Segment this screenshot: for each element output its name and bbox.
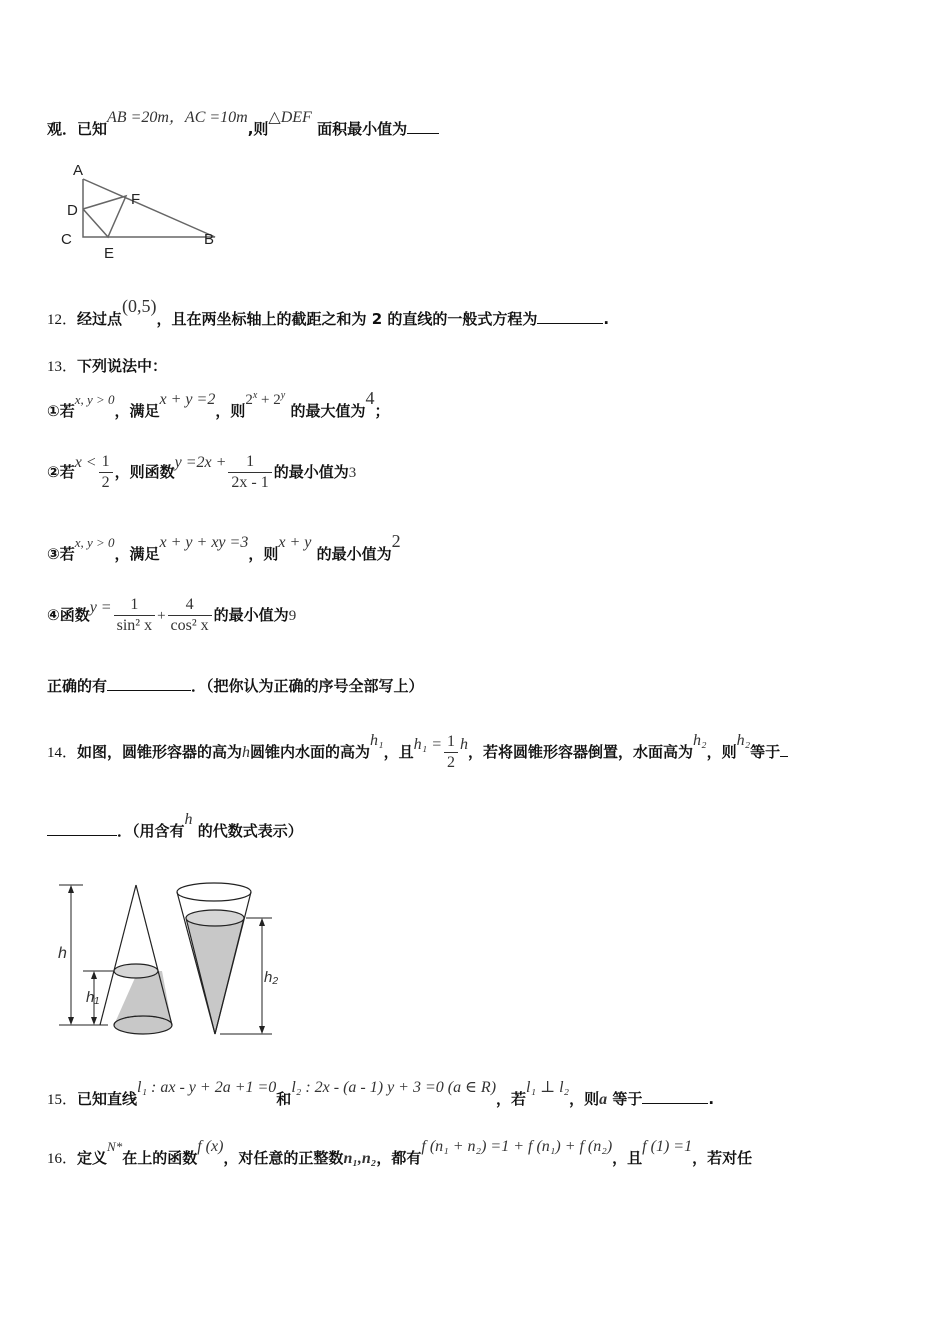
q12-line: 12．经过点(0,5)，且在两坐标轴上的截距之和为 2 的直线的一般式方程为 . xyxy=(47,296,610,328)
label-F: F xyxy=(131,191,141,208)
expression-2x-2y: $2^x + 2^y$ xyxy=(245,390,286,408)
label-D: D xyxy=(67,202,78,219)
label-B: B xyxy=(204,231,215,248)
q13-item-1: ①若x, y > 0，满足x + y =2，则$2^x + 2^y$ 的最大值为4； xyxy=(47,388,390,420)
answer-blank[interactable] xyxy=(47,821,117,836)
label-E: E xyxy=(104,245,115,262)
answer-blank[interactable] xyxy=(642,1089,708,1104)
q11-line: 观．已知AB =20m，AC =10m,则△DEF 面积最小值为 xyxy=(47,116,439,139)
label-h2: h₂ xyxy=(264,969,279,986)
label-h: h xyxy=(58,945,67,962)
fraction-one-half: $\frac{1}{2}$ xyxy=(99,452,113,493)
q13-title: 13．下列说法中： xyxy=(47,357,168,375)
functional-equation: f (n₁ + n₂) =1 + f (n₁) + f (n₂) xyxy=(421,1138,613,1155)
cone-figure xyxy=(50,876,290,1041)
fraction-4-over-cos2x: $\frac{4}{\text{cos² x}}$ xyxy=(168,595,212,636)
label-C: C xyxy=(61,231,72,248)
line-l2-equation: l₂ : 2x - (a - 1) y + 3 =0 (a ∈ R) xyxy=(291,1079,497,1096)
label-A: A xyxy=(73,162,84,179)
q13-answer-line: 正确的有 ．（把你认为正确的序号全部写上） xyxy=(47,677,424,695)
answer-blank[interactable] xyxy=(407,119,439,134)
line-l1-equation: l₁ : ax - y + 2a +1 =0 xyxy=(137,1079,277,1096)
label-h1: h₁ xyxy=(86,989,100,1006)
q13-item-2: ②若x < $\frac{1}{2}$ ，则函数y =2x + $\frac{1}{2x - 1}$ 的最小值为3 xyxy=(47,453,357,491)
q14-line-2: ．（用含有h 的代数式表示） xyxy=(47,820,303,841)
q13-item-3: ③若x, y > 0，满足x + y + xy =3，则x + y 的最小值为2 xyxy=(47,531,401,563)
triangle-figure xyxy=(58,160,228,264)
q11-math-lengths: AB =20m，AC =10m xyxy=(107,109,248,126)
q14-line-1: 14．如图，圆锥形容器的高为h圆锥内水面的高为h₁，且h₁ = $\frac{1}{2}$ h，若将圆锥形容器倒置，水面高为h₂，则h₂等于 xyxy=(47,732,788,773)
answer-blank-start[interactable] xyxy=(780,742,788,757)
q16-line: 16．定义N*在上的函数f (x)，对任意的正整数n₁,n₂，都有f (n₁ + n₂) =1 + f (n₁) + f (n₂)，且f (1) =1，若对任 xyxy=(47,1138,753,1167)
answer-blank[interactable] xyxy=(107,676,191,691)
fraction-1-over-2x-1: $\frac{1}{2x - 1}$ xyxy=(228,452,271,493)
q15-line: 15．已知直线l₁ : ax - y + 2a +1 =0和l₂ : 2x - (a - 1) y + 3 =0 (a ∈ R)，若l₁ ⊥ l₂，则a 等于 . xyxy=(47,1079,715,1108)
q11-math-triangle: △DEF xyxy=(268,109,312,126)
q13-item-4: ④函数y = $\frac{1}{\text{sin² x}}$ + $\frac{4}{\text{cos² x}}$ 的最小值为9 xyxy=(47,596,297,634)
point-coordinates: (0,5) xyxy=(122,296,157,316)
answer-blank[interactable] xyxy=(537,309,603,324)
fraction-1-over-sin2x: $\frac{1}{\text{sin² x}}$ xyxy=(114,595,155,636)
fraction-one-half: $\frac{1}{2}$ xyxy=(444,732,458,773)
